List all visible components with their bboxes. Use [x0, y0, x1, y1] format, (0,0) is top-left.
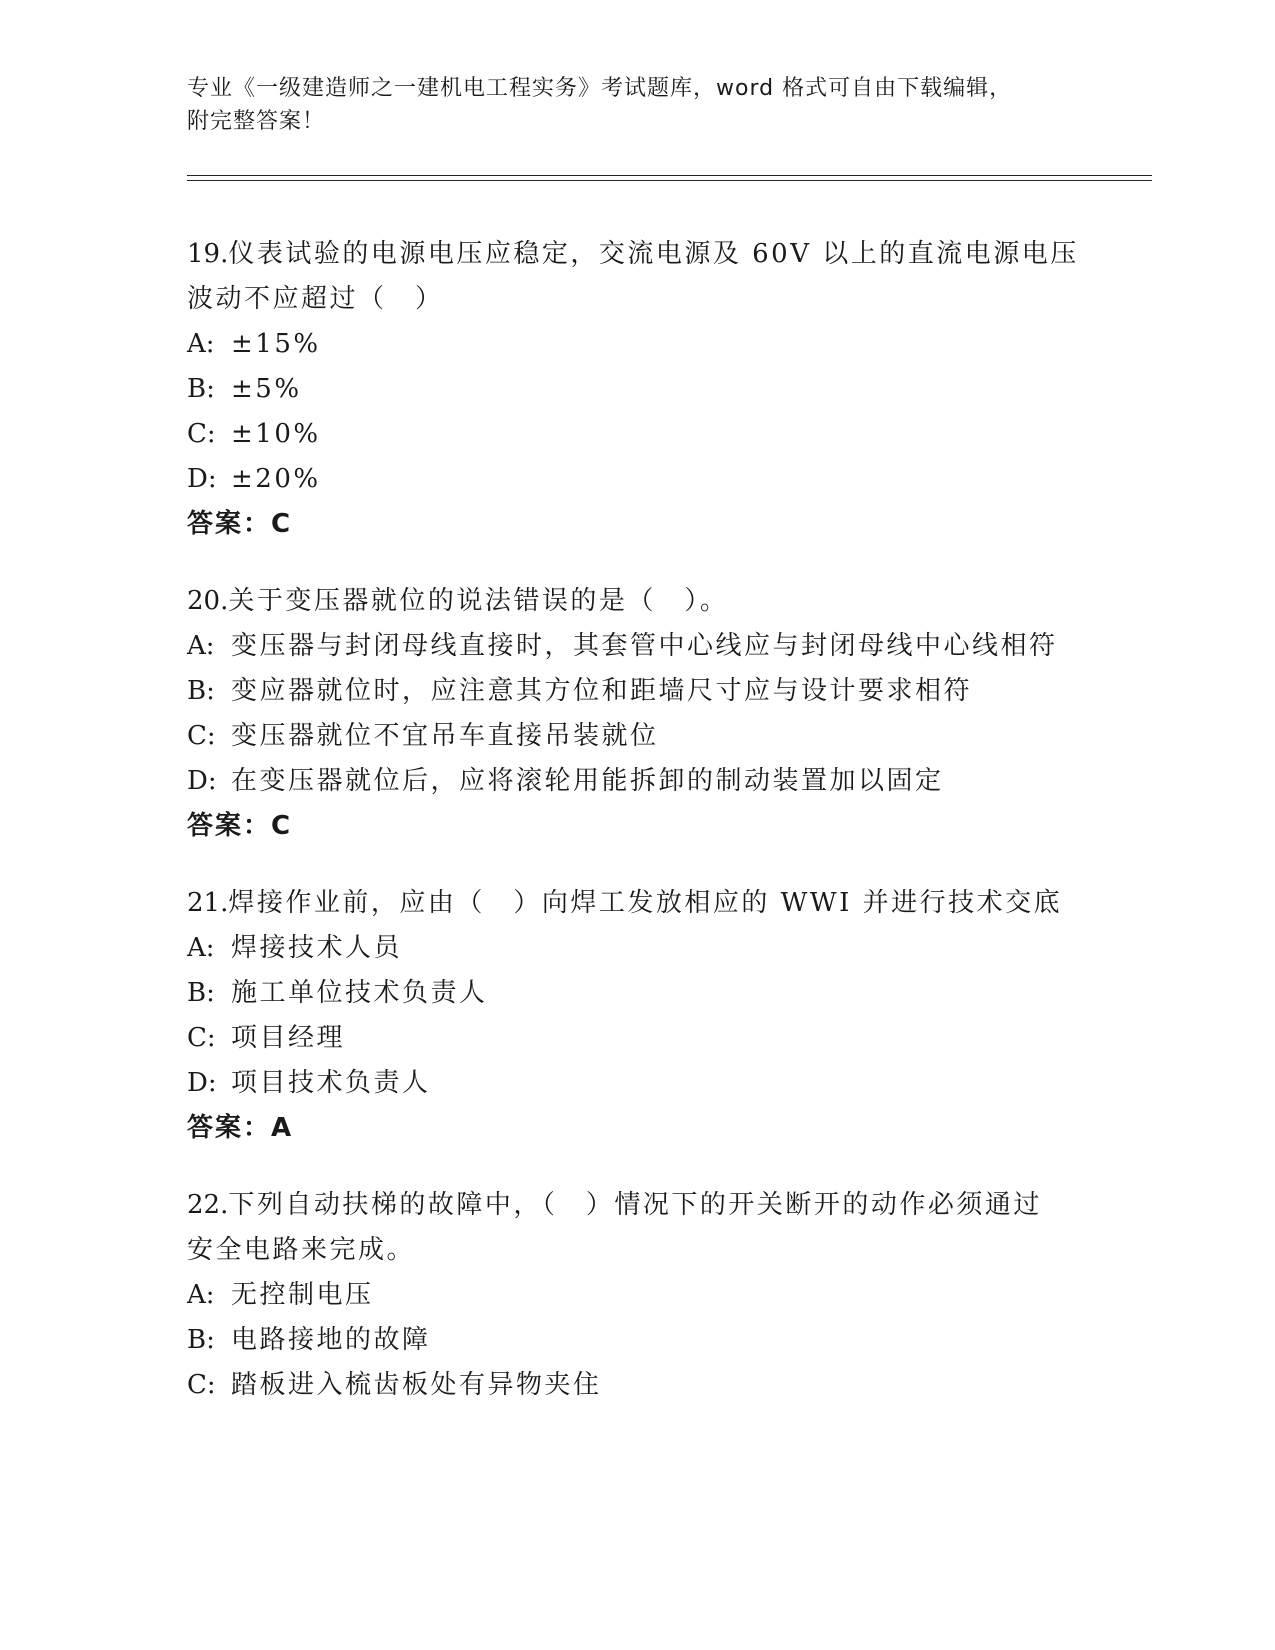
- option-text: 变压器与封闭母线直接时，其套管中心线应与封闭母线中心线相符: [231, 631, 1058, 661]
- question-22: [187, 1183, 1087, 1408]
- option-text: 踏板进入梳齿板处有异物夹住: [231, 1370, 602, 1400]
- option-letter: A:: [187, 329, 215, 359]
- option-text: 项目经理: [231, 1023, 346, 1053]
- option-a: [187, 926, 1087, 971]
- option-letter: A:: [187, 933, 215, 963]
- option-c: [187, 1016, 1087, 1061]
- header-line-1: 专业《一级建造师之一建机电工程实务》考试题库，word 格式可自由下载编辑，: [187, 76, 1013, 101]
- question-stem-text: 焊接作业前，应由（ ）向焊工发放相应的 WWI 并进行技术交底: [228, 888, 1063, 918]
- question-list: [187, 232, 1087, 1440]
- question-number: 21.: [187, 888, 229, 918]
- option-text: ±5%: [231, 374, 302, 404]
- option-text: 变应器就位时，应注意其方位和距墙尺寸应与设计要求相符: [231, 676, 973, 706]
- option-b: [187, 669, 1087, 714]
- option-b: [187, 1318, 1087, 1363]
- option-b: [187, 367, 1087, 412]
- option-d: [187, 759, 1087, 804]
- question-stem-line: [187, 881, 1087, 926]
- option-letter: C:: [187, 721, 216, 751]
- option-letter: B:: [187, 676, 215, 706]
- question-stem-text: 关于变压器就位的说法错误的是（ ）。: [228, 586, 729, 616]
- question-number: 22.: [187, 1190, 229, 1220]
- question-number: 19.: [187, 239, 229, 269]
- question-stem-line: [187, 1183, 1087, 1228]
- option-b: [187, 971, 1087, 1016]
- option-letter: B:: [187, 374, 215, 404]
- option-text: 变压器就位不宜吊车直接吊装就位: [231, 721, 659, 751]
- option-text: 项目技术负责人: [231, 1068, 431, 1098]
- option-text: 电路接地的故障: [231, 1325, 431, 1355]
- option-a: [187, 1273, 1087, 1318]
- question-21: [187, 881, 1087, 1151]
- option-letter: B:: [187, 1325, 215, 1355]
- option-text: 无控制电压: [231, 1280, 374, 1310]
- document-header: [187, 72, 1087, 138]
- option-text: 焊接技术人员: [231, 933, 403, 963]
- answer-line: 答案：C: [187, 811, 293, 841]
- option-letter: A:: [187, 1280, 215, 1310]
- option-letter: C:: [187, 419, 216, 449]
- option-text: ±15%: [231, 329, 321, 359]
- option-text: 在变压器就位后，应将滚轮用能拆卸的制动装置加以固定: [231, 766, 944, 796]
- option-letter: A:: [187, 631, 215, 661]
- answer-line: 答案：A: [187, 1113, 294, 1143]
- question-20: [187, 579, 1087, 849]
- option-c: [187, 1363, 1087, 1408]
- option-letter: D:: [187, 1068, 217, 1098]
- question-stem-line: [187, 232, 1087, 277]
- answer-line: 答案：C: [187, 509, 293, 539]
- option-text: ±10%: [231, 419, 321, 449]
- question-stem-text: 下列自动扶梯的故障中，（ ）情况下的开关断开的动作必须通过: [228, 1190, 1042, 1220]
- question-number: 20.: [187, 586, 229, 616]
- header-divider-bottom: [187, 180, 1152, 181]
- option-a: [187, 624, 1087, 669]
- option-c: [187, 714, 1087, 759]
- question-stem-text: 仪表试验的电源电压应稳定，交流电源及 60V 以上的直流电源电压: [228, 239, 1079, 269]
- question-stem-line: 安全电路来完成。: [187, 1235, 416, 1265]
- option-letter: D:: [187, 464, 217, 494]
- header-line-2: 附完整答案！: [187, 109, 326, 134]
- question-19: [187, 232, 1087, 547]
- option-text: 施工单位技术负责人: [231, 978, 488, 1008]
- option-letter: C:: [187, 1370, 216, 1400]
- question-stem-line: 波动不应超过（ ）: [187, 284, 444, 314]
- option-letter: D:: [187, 766, 217, 796]
- option-d: [187, 457, 1087, 502]
- option-text: ±20%: [231, 464, 321, 494]
- option-letter: B:: [187, 978, 215, 1008]
- option-letter: C:: [187, 1023, 216, 1053]
- option-a: [187, 322, 1087, 367]
- option-d: [187, 1061, 1087, 1106]
- header-divider-top: [187, 175, 1152, 176]
- option-c: [187, 412, 1087, 457]
- question-stem-line: [187, 579, 1087, 624]
